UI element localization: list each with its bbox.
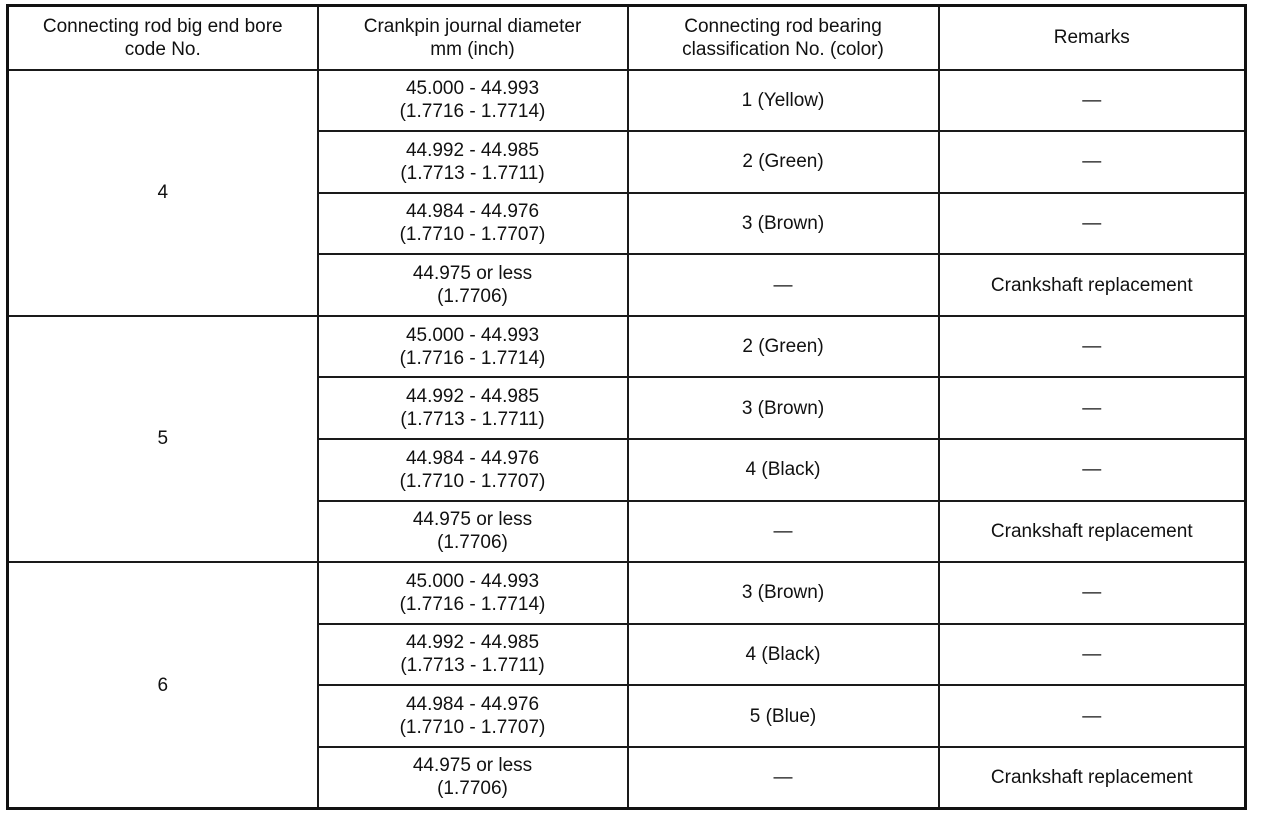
- remarks-cell: —: [939, 193, 1246, 255]
- bearing-class-cell: —: [628, 747, 939, 809]
- bearing-class-cell: 3 (Brown): [628, 562, 939, 624]
- remarks-cell: —: [939, 377, 1246, 439]
- remarks-cell: —: [939, 439, 1246, 501]
- remarks-cell: —: [939, 624, 1246, 686]
- remarks-cell: —: [939, 131, 1246, 193]
- remarks-cell: Crankshaft replacement: [939, 747, 1246, 809]
- remarks-cell: —: [939, 562, 1246, 624]
- bearing-class-cell: 3 (Brown): [628, 377, 939, 439]
- journal-diameter-cell: 44.992 - 44.985 (1.7713 - 1.7711): [318, 131, 628, 193]
- bearing-class-cell: —: [628, 254, 939, 316]
- journal-diameter-cell: 45.000 - 44.993 (1.7716 - 1.7714): [318, 70, 628, 132]
- header-bearing-classification: Connecting rod bearing classification No. (color): [628, 6, 939, 70]
- bore-code-cell: 4: [8, 70, 318, 316]
- bearing-class-cell: 2 (Green): [628, 131, 939, 193]
- remarks-cell: Crankshaft replacement: [939, 501, 1246, 563]
- journal-diameter-cell: 44.984 - 44.976 (1.7710 - 1.7707): [318, 439, 628, 501]
- bore-code-cell: 5: [8, 316, 318, 562]
- journal-diameter-cell: 45.000 - 44.993 (1.7716 - 1.7714): [318, 562, 628, 624]
- remarks-cell: —: [939, 316, 1246, 378]
- journal-diameter-cell: 44.975 or less (1.7706): [318, 254, 628, 316]
- table-row: [8, 316, 1246, 378]
- bearing-class-cell: 1 (Yellow): [628, 70, 939, 132]
- header-bore-code: Connecting rod big end bore code No.: [8, 6, 318, 70]
- table-row: [8, 70, 1246, 132]
- table-row: [8, 562, 1246, 624]
- header-journal-diameter: Crankpin journal diameter mm (inch): [318, 6, 628, 70]
- bearing-class-cell: 5 (Blue): [628, 685, 939, 747]
- remarks-cell: Crankshaft replacement: [939, 254, 1246, 316]
- table-header: [8, 6, 1246, 70]
- bearing-class-cell: —: [628, 501, 939, 563]
- bearing-class-cell: 4 (Black): [628, 439, 939, 501]
- journal-diameter-cell: 44.992 - 44.985 (1.7713 - 1.7711): [318, 624, 628, 686]
- bearing-class-cell: 4 (Black): [628, 624, 939, 686]
- header-row: [8, 6, 1246, 70]
- spec-sheet: [6, 4, 1244, 810]
- remarks-cell: —: [939, 685, 1246, 747]
- journal-diameter-cell: 44.992 - 44.985 (1.7713 - 1.7711): [318, 377, 628, 439]
- journal-diameter-cell: 44.975 or less (1.7706): [318, 501, 628, 563]
- journal-diameter-cell: 45.000 - 44.993 (1.7716 - 1.7714): [318, 316, 628, 378]
- bearing-selection-table: [6, 4, 1247, 810]
- bearing-class-cell: 2 (Green): [628, 316, 939, 378]
- journal-diameter-cell: 44.975 or less (1.7706): [318, 747, 628, 809]
- header-remarks: Remarks: [939, 6, 1246, 70]
- remarks-cell: —: [939, 70, 1246, 132]
- journal-diameter-cell: 44.984 - 44.976 (1.7710 - 1.7707): [318, 193, 628, 255]
- table-body: [8, 70, 1246, 809]
- journal-diameter-cell: 44.984 - 44.976 (1.7710 - 1.7707): [318, 685, 628, 747]
- bore-code-cell: 6: [8, 562, 318, 808]
- bearing-class-cell: 3 (Brown): [628, 193, 939, 255]
